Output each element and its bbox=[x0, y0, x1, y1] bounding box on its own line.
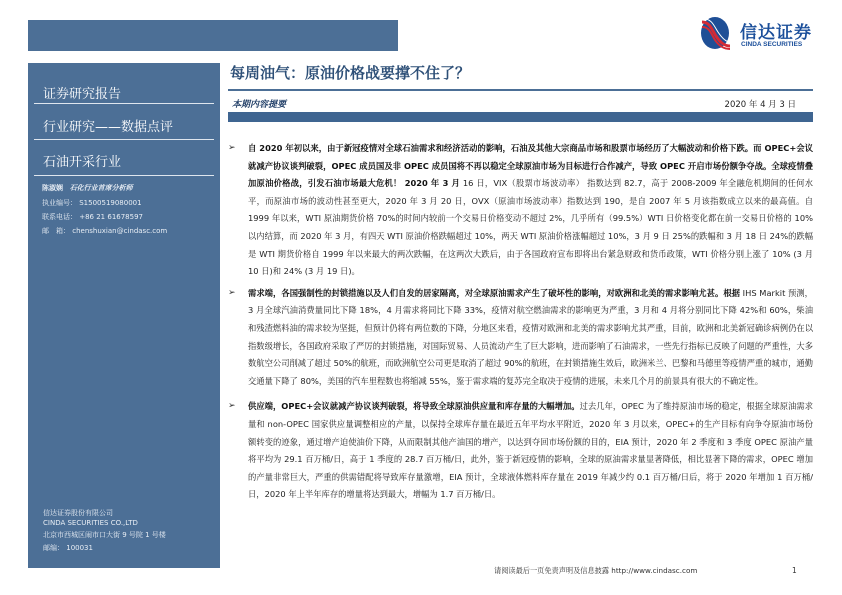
bullet-demand bbox=[228, 285, 813, 391]
report-type: 证券研究报告 bbox=[43, 87, 122, 102]
summary-label: 本期内容提要 bbox=[232, 100, 287, 110]
report-category: 行业研究——数据点评 bbox=[43, 120, 174, 135]
analyst-name: 陈淑娴 bbox=[42, 184, 63, 192]
report-date: 2020 年 4 月 3 日 bbox=[724, 100, 796, 110]
page-number: 1 bbox=[792, 566, 797, 575]
bullet-arrow-icon: ➢ bbox=[228, 287, 236, 298]
bullet-arrow-icon: ➢ bbox=[228, 401, 236, 412]
phone-value: +86 21 61678597 bbox=[79, 213, 143, 221]
company-postcode bbox=[43, 543, 93, 553]
bullet-lead: 需求端，各国强制性的封锁措施以及人们自发的居家隔离，对全球原油需求产生了破坏性的影响，对欧洲和北美的需求影响尤甚。根据 bbox=[248, 287, 740, 298]
company-logo bbox=[700, 14, 830, 54]
analyst-email bbox=[42, 226, 167, 236]
company-address: 北京市西城区闹市口大街 9 号院 1 号楼 bbox=[43, 531, 166, 539]
postcode-label: 邮编： bbox=[43, 544, 64, 552]
footer-disclaimer[interactable]: 请阅读最后一页免责声明及信息披露 http://www.cindasc.com bbox=[494, 566, 698, 575]
bullet-lead: 供应端，OPEC+会议就减产协议谈判破裂，将导致全球原油供应量和库存量的大幅增加。 bbox=[248, 401, 580, 412]
divider bbox=[34, 175, 214, 176]
bullet-lead: 自 2020 年初以来，由于新冠疫情对全球石油需求和经济活动的影响，石油及其他大宗商品市场和股票市场经历了大幅波动和价格下跌。而 OPEC+会议就减产协议谈判破裂，OPEC 成员国及非 OPEC 成员国将不再以稳定全球原油市场为目标进行合作减产，导致 OPEC 开启市场份额争夺战。全球疫情叠加原油价格战，引发石油市场最大危机！ 2020 年 3 月 bbox=[248, 143, 813, 189]
analyst-name-line bbox=[42, 183, 133, 193]
logo-chinese-name: 信达证券 bbox=[740, 23, 812, 43]
page-title: 每周油气：原油价格战要撑不住了？ bbox=[230, 64, 471, 82]
logo-english-name: CINDA SECURITIES bbox=[741, 41, 803, 48]
header-band bbox=[28, 20, 398, 51]
section-bar bbox=[228, 112, 813, 122]
company-name-cn: 信达证券股份有限公司 bbox=[43, 509, 113, 517]
summary-content bbox=[228, 140, 813, 504]
analyst-phone bbox=[42, 212, 143, 222]
license-label: 执业编号： bbox=[42, 199, 77, 207]
divider bbox=[34, 103, 214, 104]
industry: 石油开采行业 bbox=[43, 155, 122, 170]
title-divider bbox=[228, 89, 813, 91]
bullet-supply bbox=[228, 398, 813, 504]
company-name-en: CINDA SECURITIES CO.,LTD bbox=[43, 519, 138, 527]
sidebar bbox=[28, 63, 220, 568]
bullet-market-overview bbox=[228, 140, 813, 281]
bullet-arrow-icon: ➢ bbox=[228, 143, 236, 153]
analyst-license bbox=[42, 198, 142, 208]
postcode-value: 100031 bbox=[66, 544, 93, 552]
license-value: S1500519080001 bbox=[79, 199, 142, 207]
bullet-body: IHS Markit 预测，3 月全球汽油消费量同比下降 18%，4 月需求将同比下降 33%，疫情对航空燃油需求的影响更为严重，3 月和 4 月将分别同比下降 42%和 60%，柴油和残渣燃料油的需求较为坚挺，但预计仍将有两位数的下降，分地区来看，疫情对欧洲和北美的需求影响尤其严重，目前，欧洲和北美新冠确诊病例仍在以指数级增长，各国政府采取了严厉的封锁措施，对国际贸易、人员流动产生了巨大影响，进而影响了石油需求，一些先行指标已反映了问题的严重性，大多数航空公司削减了超过 50%的航班，而欧洲航空公司更是取消了超过 90%的航班，在封锁措施生效后，欧洲米兰、巴黎和马德里等疫情严重的城市，通勤交通量下降了 80%，美国的汽车里程数也将缩减 55%，鉴于需求端的复苏完全取决于疫情的进展，未来几个月的前景具有很大的不确定性。 bbox=[248, 287, 813, 386]
analyst-role: 石化行业首席分析师 bbox=[69, 184, 133, 192]
email-link[interactable]: chenshuxian@cindasc.com bbox=[72, 227, 168, 235]
cinda-emblem-icon bbox=[700, 16, 730, 50]
bullet-body: 16 日，VIX（股票市场波动率） 指数达到 82.7，高于 2008-2009 年全融危机期间的任何水平，而原油市场的波动性甚至更大，2020 年 3 月 20 日，OVX（原油市场波动率）指数达到 190，是自 2007 年 5 月该指数成立以来的最高值。自 1999 年以来，WTI 原油期货价格 70%的时间内较前一个交易日价格变动不超过 2%，几乎所有（99.5%）WTI 日价格变化都在前一交易日价格的 10%以内结算，而 2020 年 3 月，有四天 WTI 原油价格跌幅超过 10%，两天 WTI 原油价格涨幅超过 10%，3 月 9 日 25%的跌幅和 3 月 18 日 24%的跌幅是 WTI 期货价格自 1999 年以来最大的两次跌幅，在这两次大跌后，由于各国政府宣布即将出台紧急财政和货币政策，WTI 价格分别上涨了 10% (3 月 10 日)和 24% (3 月 19 日)。 bbox=[248, 178, 813, 277]
email-label: 邮 箱： bbox=[42, 227, 70, 235]
phone-label: 联系电话： bbox=[42, 213, 77, 221]
divider bbox=[34, 139, 214, 140]
bullet-body: 过去几年，OPEC 为了维持原油市场的稳定，根据全球原油需求量和 non-OPEC 国家供应量调整相应的产量，以保持全球库存量在最近五年平均水平附近，2020 年 3 月以来，OPEC+的生产目标有向争夺原油市场份额转变的迹象，通过增产迫使油价下降，从而限制其他产油国的增产，以达到夺回市场份额的目的，EIA 预计，2020 年 2 季度和 3 季度 OPEC 原油产量将平均为 29.1 百万桶/日，高于 1 季度的 28.7 百万桶/日，此外，鉴于新冠疫情的影响，全球的原油需求量显著降低，相比显著下降的需求，OPEC 增加的产量非常巨大，严重的供需错配将导致库存量激增，EIA 预计，全球液体燃料库存量在 2019 年减少约 0.1 百万桶/日后，将于 2020 年增加 1 百万桶/日，2020 年上半年库存的增量将达到最大，增幅为 1.7 百万桶/日。 bbox=[248, 401, 813, 500]
